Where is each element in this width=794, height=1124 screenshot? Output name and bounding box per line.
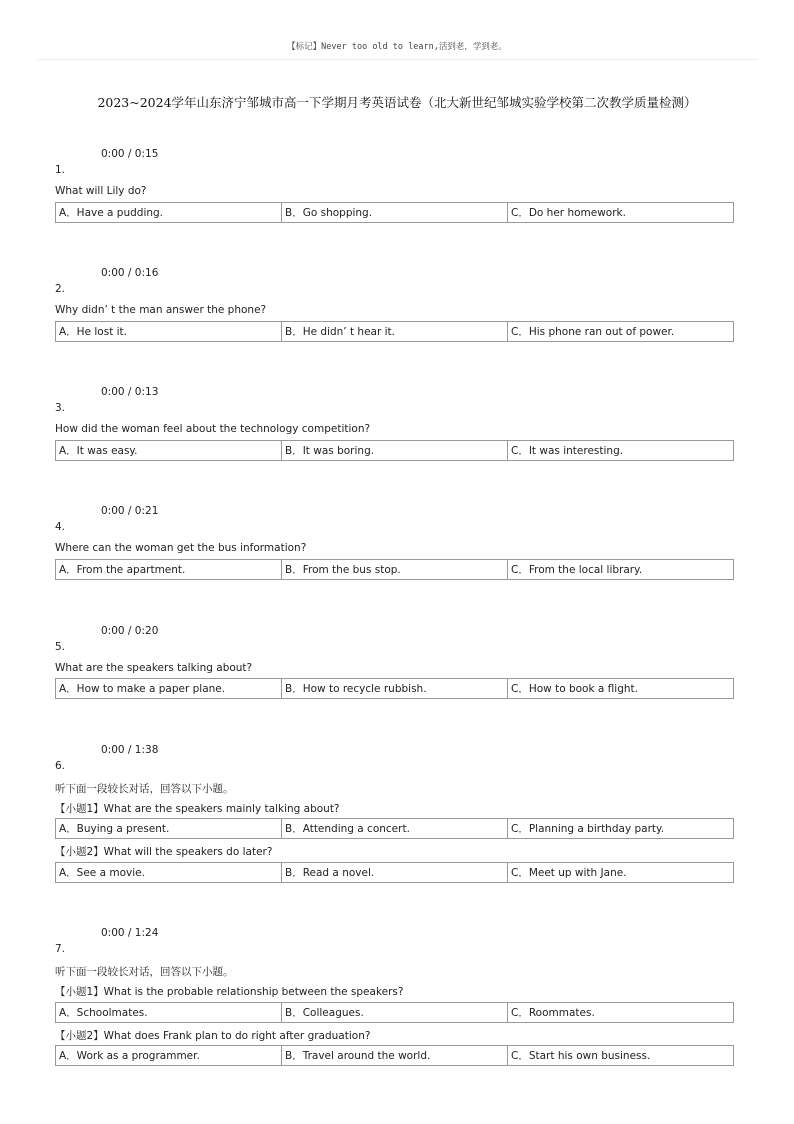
- question-stem: Where can the woman get the bus information?: [55, 542, 307, 554]
- option-b[interactable]: B．Read a novel.: [282, 863, 508, 882]
- options-row: [55, 202, 734, 223]
- option-b[interactable]: B．Attending a concert.: [282, 819, 508, 838]
- option-b[interactable]: B．From the bus stop.: [282, 560, 508, 579]
- option-c[interactable]: C．How to book a flight.: [511, 683, 638, 695]
- option-a[interactable]: A．It was easy.: [56, 441, 282, 460]
- option-c[interactable]: C．Meet up with Jane.: [511, 867, 627, 879]
- option-b[interactable]: B．Go shopping.: [282, 203, 508, 222]
- question-number: 4.: [55, 521, 66, 533]
- question-number: 1.: [55, 164, 66, 176]
- question-stem: How did the woman feel about the technology competition?: [55, 423, 371, 435]
- question-intro: 听下面一段较长对话，回答以下小题。: [55, 966, 234, 978]
- question-number: 2.: [55, 283, 66, 295]
- option-b[interactable]: B．He didn’ t hear it.: [282, 322, 508, 341]
- options-row: [55, 862, 734, 883]
- question-number: 7.: [55, 943, 66, 955]
- question-intro: 听下面一段较长对话，回答以下小题。: [55, 783, 234, 795]
- question-number: 3.: [55, 402, 66, 414]
- sub-question-stem: 【小题2】What will the speakers do later?: [55, 846, 273, 858]
- audio-player[interactable]: 0:00 / 1:38: [101, 744, 159, 756]
- option-c[interactable]: C．Do her homework.: [511, 207, 626, 219]
- question-stem: What will Lily do?: [55, 185, 147, 197]
- option-a[interactable]: A．From the apartment.: [56, 560, 282, 579]
- option-a[interactable]: A．See a movie.: [56, 863, 282, 882]
- option-c[interactable]: C．His phone ran out of power.: [511, 326, 675, 338]
- option-c[interactable]: C．Start his own business.: [511, 1050, 651, 1062]
- options-row: [55, 1002, 734, 1023]
- option-a[interactable]: A．He lost it.: [56, 322, 282, 341]
- options-row: [55, 440, 734, 461]
- page-title: 2023~2024学年山东济宁邹城市高一下学期月考英语试卷（北大新世纪邹城实验学校第二次教学质量检测）: [97, 95, 697, 110]
- question-stem: Why didn’ t the man answer the phone?: [55, 304, 267, 316]
- option-a[interactable]: A．Schoolmates.: [56, 1003, 282, 1022]
- question-number: 5.: [55, 641, 66, 653]
- audio-player[interactable]: 0:00 / 0:20: [101, 625, 159, 637]
- question-stem: What are the speakers talking about?: [55, 662, 253, 674]
- audio-player[interactable]: 0:00 / 0:15: [101, 148, 159, 160]
- option-a[interactable]: A．Buying a present.: [56, 819, 282, 838]
- options-row: [55, 321, 734, 342]
- options-row: [55, 678, 734, 699]
- option-a[interactable]: A．Work as a programmer.: [56, 1046, 282, 1065]
- options-row: [55, 818, 734, 839]
- option-b[interactable]: B．Colleagues.: [282, 1003, 508, 1022]
- audio-player[interactable]: 0:00 / 1:24: [101, 927, 159, 939]
- option-a[interactable]: A．Have a pudding.: [56, 203, 282, 222]
- options-row: [55, 1045, 734, 1066]
- header-divider: [38, 59, 758, 60]
- option-a[interactable]: A．How to make a paper plane.: [56, 679, 282, 698]
- question-number: 6.: [55, 760, 66, 772]
- option-c[interactable]: C．From the local library.: [511, 564, 643, 576]
- option-b[interactable]: B．It was boring.: [282, 441, 508, 460]
- audio-player[interactable]: 0:00 / 0:16: [101, 267, 159, 279]
- sub-question-stem: 【小题2】What does Frank plan to do right after graduation?: [55, 1030, 371, 1042]
- audio-player[interactable]: 0:00 / 0:13: [101, 386, 159, 398]
- options-row: [55, 559, 734, 580]
- option-c[interactable]: C．Planning a birthday party.: [511, 823, 665, 835]
- option-b[interactable]: B．Travel around the world.: [282, 1046, 508, 1065]
- audio-player[interactable]: 0:00 / 0:21: [101, 505, 159, 517]
- option-c[interactable]: C．Roommates.: [511, 1007, 595, 1019]
- header-note: 【标记】Never too old to learn,活到老，学到老。: [287, 42, 507, 52]
- sub-question-stem: 【小题1】What are the speakers mainly talking about?: [55, 803, 340, 815]
- option-b[interactable]: B．How to recycle rubbish.: [282, 679, 508, 698]
- sub-question-stem: 【小题1】What is the probable relationship between the speakers?: [55, 986, 404, 998]
- option-c[interactable]: C．It was interesting.: [511, 445, 624, 457]
